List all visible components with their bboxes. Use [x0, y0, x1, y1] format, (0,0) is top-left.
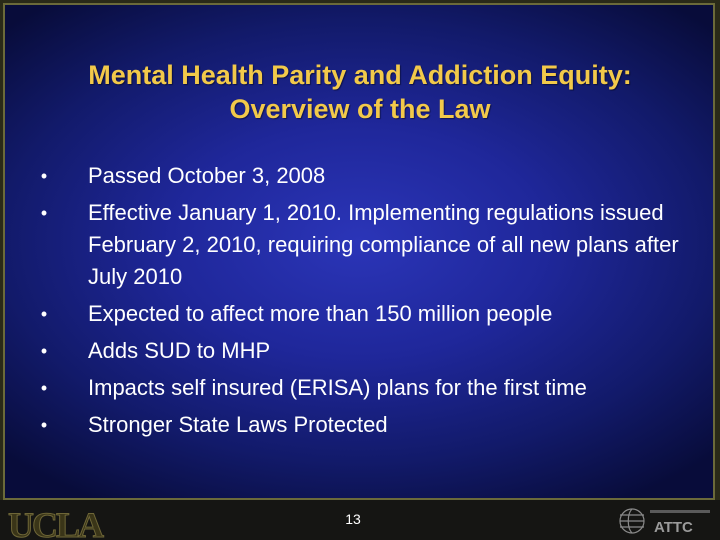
- bullet-icon: •: [40, 203, 48, 223]
- bullet-text: Adds SUD to MHP: [88, 338, 271, 363]
- page-number: 13: [345, 511, 361, 527]
- bullet-item-passed: [24, 160, 694, 192]
- bullet-icon: •: [40, 378, 48, 398]
- attc-logo: [618, 504, 716, 538]
- bullet-icon: •: [40, 304, 48, 324]
- bullet-icon: •: [40, 415, 48, 435]
- bullet-item-sud: [24, 335, 694, 367]
- bullet-item-erisa: [24, 372, 694, 404]
- ucla-logo: [6, 506, 106, 540]
- bullet-list: [24, 160, 694, 446]
- bullet-icon: •: [40, 341, 48, 361]
- bullet-text: Stronger State Laws Protected: [88, 412, 388, 437]
- slide-title: Mental Health Parity and Addiction Equity: Overview of the Law: [88, 60, 632, 124]
- bullet-text: Effective January 1, 2010. Implementing regulations issued February 2, 2010, requiring compliance of all new plans after July 2010: [88, 200, 679, 289]
- bullet-text: Passed October 3, 2008: [88, 163, 326, 188]
- globe-icon: [620, 509, 644, 533]
- bullet-text: Expected to affect more than 150 million people: [88, 301, 553, 326]
- bullet-item-state-laws: [24, 409, 694, 441]
- bullet-icon: •: [40, 166, 48, 186]
- bullet-item-affect: [24, 298, 694, 330]
- attc-logo-text: ATTC: [654, 519, 693, 536]
- bullet-item-effective: [24, 197, 694, 293]
- bullet-text: Impacts self insured (ERISA) plans for the first time: [88, 375, 587, 400]
- ucla-logo-text: UCLA: [8, 506, 103, 540]
